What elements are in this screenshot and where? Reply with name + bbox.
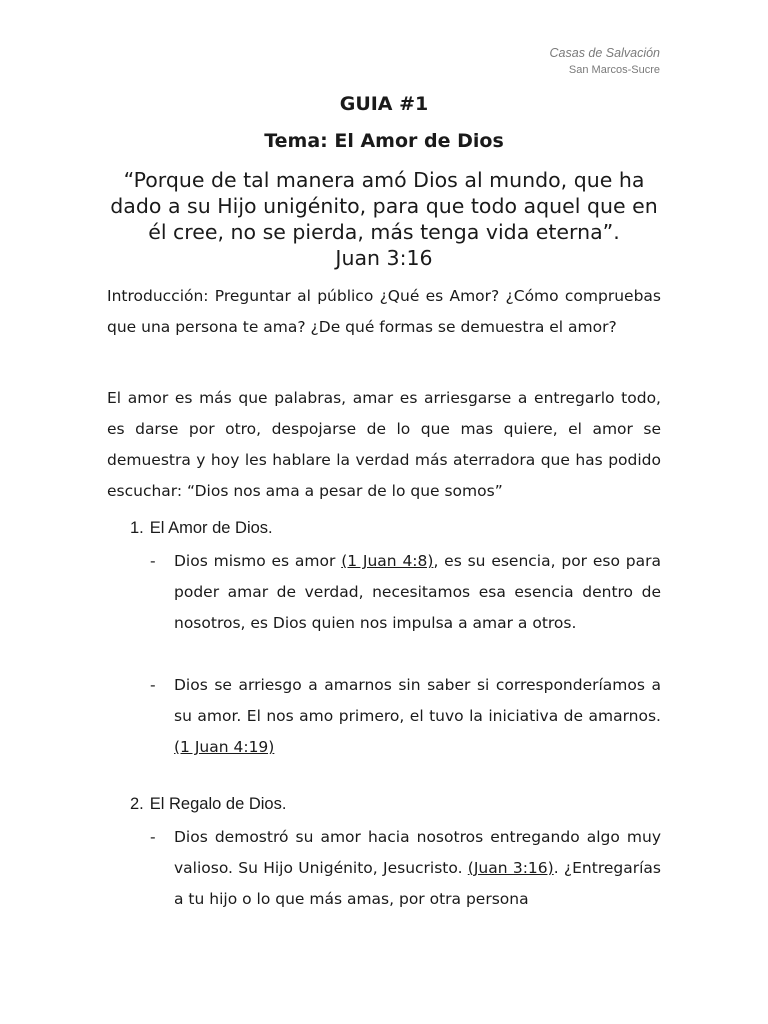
list-item-text-part: , es su esencia, por eso para poder amar de verdad, necesitamos esa esencia dentro de nosotros, es Dios quien nos impulsa a amar a otros. [174, 552, 661, 632]
section-heading-1 [130, 519, 273, 538]
document-title: GUIA #1 [339, 93, 429, 115]
list-item [150, 546, 661, 639]
location-name: San Marcos-Sucre [568, 64, 660, 76]
section-title-text: El Regalo de Dios. [149, 795, 287, 813]
section-number: 2. [130, 795, 144, 813]
dash-bullet: - [150, 552, 156, 570]
verse-reference: Juan 3:16 [335, 246, 433, 270]
section-title-text: El Amor de Dios. [149, 519, 273, 537]
scripture-link[interactable]: (Juan 3:16) [467, 859, 554, 877]
scripture-link[interactable]: (1 Juan 4:8) [341, 552, 434, 570]
organization-name: Casas de Salvación [549, 46, 660, 60]
list-item-text [174, 822, 661, 915]
verse-text: “Porque de tal manera amó Dios al mundo, que ha dado a su Hijo unigénito, para que todo aquel que en él cree, no se pierda, más tenga vida eterna”. [110, 168, 658, 244]
dash-bullet: - [150, 676, 156, 694]
dash-bullet: - [150, 828, 156, 846]
list-item-text [174, 546, 661, 639]
document-subtitle: Tema: El Amor de Dios [264, 130, 504, 152]
section-number: 1. [130, 519, 144, 537]
intro-paragraph: Introducción: Preguntar al público ¿Qué es Amor? ¿Cómo compruebas que una persona te ama? ¿De qué formas se demuestra el amor? [107, 287, 661, 336]
list-item [150, 822, 661, 915]
body-paragraph: El amor es más que palabras, amar es arriesgarse a entregarlo todo, es darse por otro, despojarse de lo que mas quiere, el amor se demuestra y hoy les hablare la verdad más aterradora que has podido escuchar: “Dios nos ama a pesar de lo que somos” [107, 389, 661, 500]
scripture-link[interactable]: (1 Juan 4:19) [174, 738, 275, 756]
list-item-text [174, 670, 661, 763]
section-heading-2 [130, 795, 286, 814]
list-item-text-part: Dios se arriesgo a amarnos sin saber si corresponderíamos a su amor. El nos amo primero, el tuvo la iniciativa de amarnos. [174, 676, 661, 725]
verse-block [100, 167, 668, 271]
list-item-text-part: Dios demostró su amor hacia nosotros entregando algo muy valioso. Su Hijo Unigénito, Jesucristo. [174, 828, 661, 877]
list-item [150, 670, 661, 763]
page-header [550, 44, 660, 78]
list-item-text-part: Dios mismo es amor [174, 552, 342, 570]
list-item-text-part: . ¿Entregarías a tu hijo o lo que más amas, por otra persona [174, 859, 661, 908]
